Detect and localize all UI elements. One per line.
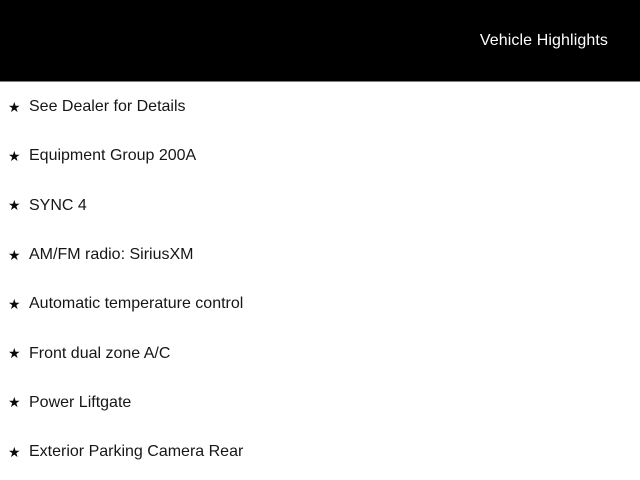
star-icon: ★ (8, 345, 21, 362)
star-icon: ★ (8, 147, 21, 164)
list-item (0, 279, 640, 328)
list-item-label: Front dual zone A/C (29, 344, 171, 362)
list-item-label: Power Liftgate (29, 393, 132, 411)
list-item-label: SYNC 4 (29, 196, 87, 214)
list-item (0, 427, 640, 476)
page-title: Vehicle Highlights (479, 31, 608, 49)
list-item-label: See Dealer for Details (29, 98, 186, 116)
star-icon: ★ (8, 246, 21, 263)
list-item (0, 82, 640, 131)
header-bar (0, 0, 640, 82)
star-icon: ★ (8, 98, 21, 115)
list-item (0, 131, 640, 180)
list-item (0, 230, 640, 279)
list-item-label: Automatic temperature control (29, 295, 244, 313)
list-item-label: Exterior Parking Camera Rear (29, 443, 244, 461)
star-icon: ★ (8, 394, 21, 411)
list-item-label: AM/FM radio: SiriusXM (29, 245, 194, 263)
star-icon: ★ (8, 295, 21, 312)
highlights-list (0, 82, 640, 476)
list-item (0, 378, 640, 427)
star-icon: ★ (8, 197, 21, 214)
star-icon: ★ (8, 443, 21, 460)
list-item (0, 328, 640, 377)
list-item-label: Equipment Group 200A (29, 147, 197, 165)
list-item (0, 181, 640, 230)
